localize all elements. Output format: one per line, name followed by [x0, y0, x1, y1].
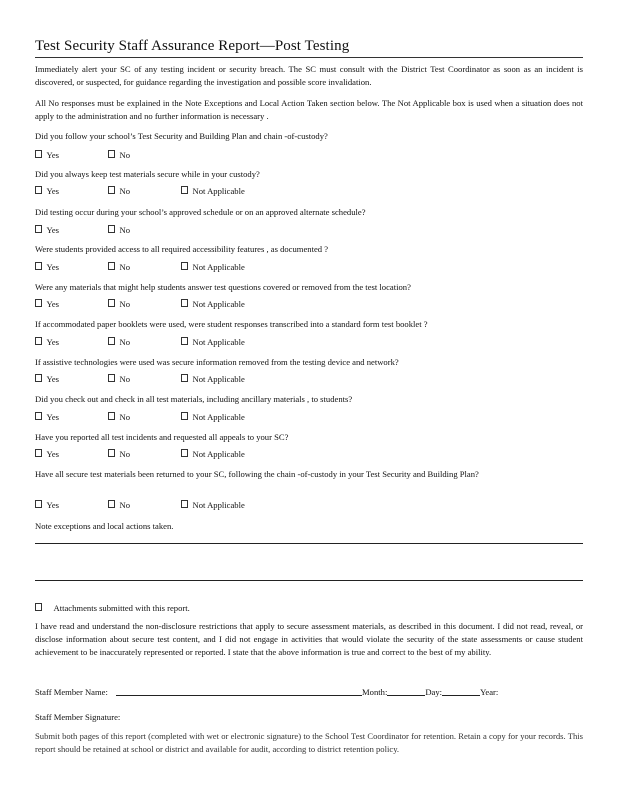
- q6-yes-option[interactable]: [35, 337, 59, 347]
- checkbox-icon[interactable]: [35, 374, 42, 382]
- q4-na-option[interactable]: [181, 262, 245, 272]
- checkbox-icon[interactable]: [35, 262, 42, 270]
- checkbox-icon[interactable]: [35, 337, 42, 345]
- q8-na-option[interactable]: [181, 412, 245, 422]
- no-responses-note: All No responses must be explained in the Note Exceptions and Local Action Taken section below. The Not Applicable box is used when a situation does not apply to the administration and no further information is necessary .: [35, 98, 583, 121]
- question-10: Have all secure test materials been returned to your SC, following the chain -of-custody in your Test Security and Building Plan?: [35, 469, 479, 479]
- q10-no-option[interactable]: [108, 500, 130, 510]
- signature-label: Staff Member Signature:: [35, 712, 121, 722]
- yes-label: Yes: [46, 449, 60, 459]
- q4-yes-option[interactable]: [35, 262, 59, 272]
- q4-no-option[interactable]: [108, 262, 130, 272]
- no-label: No: [119, 150, 131, 160]
- q3-yes-option[interactable]: [35, 225, 59, 235]
- q6-na-option[interactable]: [181, 337, 245, 347]
- checkbox-icon[interactable]: [35, 150, 42, 158]
- not-applicable-label: Not Applicable: [192, 186, 245, 196]
- checkbox-icon[interactable]: [181, 449, 188, 457]
- yes-label: Yes: [46, 299, 60, 309]
- not-applicable-label: Not Applicable: [192, 299, 245, 309]
- q8-yes-option[interactable]: [35, 412, 59, 422]
- no-label: No: [119, 374, 131, 384]
- checkbox-icon[interactable]: [181, 299, 188, 307]
- yes-label: Yes: [46, 262, 60, 272]
- no-label: No: [119, 337, 131, 347]
- checkbox-icon[interactable]: [108, 500, 115, 508]
- day-label: Day:: [425, 687, 443, 697]
- note-line-2[interactable]: [35, 580, 583, 581]
- month-label: Month:: [362, 687, 388, 697]
- checkbox-icon[interactable]: [108, 374, 115, 382]
- no-label: No: [119, 262, 131, 272]
- page-title: Test Security Staff Assurance Report—Post Testing: [35, 38, 350, 54]
- not-applicable-label: Not Applicable: [192, 449, 245, 459]
- checkbox-icon[interactable]: [108, 225, 115, 233]
- checkbox-icon[interactable]: [35, 299, 42, 307]
- question-7: If assistive technologies were used was secure information removed from the testing device and network?: [35, 357, 399, 367]
- q7-no-option[interactable]: [108, 374, 130, 384]
- checkbox-icon[interactable]: [181, 186, 188, 194]
- q9-no-option[interactable]: [108, 449, 130, 459]
- attestation-paragraph: I have read and understand the non-disclosure restrictions that apply to secure assessment materials, as described in this document. I did not read, reveal, or disclose information about secure test content, and I did not engage in activities that would violate the security of the state assessments or cause student achievement to be inaccurately represented or reported. I state that the above information is true and correct to the best of my ability.: [35, 621, 583, 657]
- note-exceptions-label: Note exceptions and local actions taken.: [35, 521, 174, 531]
- no-label: No: [119, 299, 131, 309]
- checkbox-icon[interactable]: [108, 186, 115, 194]
- checkbox-icon[interactable]: [181, 500, 188, 508]
- q2-na-option[interactable]: [181, 186, 245, 196]
- yes-label: Yes: [46, 500, 60, 510]
- q7-yes-option[interactable]: [35, 374, 59, 384]
- checkbox-icon[interactable]: [108, 150, 115, 158]
- checkbox-icon[interactable]: [181, 374, 188, 382]
- checkbox-icon[interactable]: [108, 262, 115, 270]
- checkbox-icon[interactable]: [108, 337, 115, 345]
- q3-no-option[interactable]: [108, 225, 130, 235]
- checkbox-icon[interactable]: [108, 412, 115, 420]
- checkbox-icon[interactable]: [35, 412, 42, 420]
- q10-yes-option[interactable]: [35, 500, 59, 510]
- q1-no-option[interactable]: [108, 150, 130, 160]
- no-label: No: [119, 225, 131, 235]
- yes-label: Yes: [46, 150, 60, 160]
- checkbox-icon[interactable]: [35, 186, 42, 194]
- checkbox-icon[interactable]: [108, 299, 115, 307]
- question-2: Did you always keep test materials secure while in your custody?: [35, 169, 260, 179]
- question-1: Did you follow your school’s Test Security and Building Plan and chain -of-custody?: [35, 131, 328, 141]
- question-5: Were any materials that might help students answer test questions covered or removed from the test location?: [35, 282, 411, 292]
- note-line-1[interactable]: [35, 543, 583, 544]
- not-applicable-label: Not Applicable: [192, 412, 245, 422]
- q2-yes-option[interactable]: [35, 186, 59, 196]
- not-applicable-label: Not Applicable: [192, 262, 245, 272]
- not-applicable-label: Not Applicable: [192, 374, 245, 384]
- question-8: Did you check out and check in all test materials, including ancillary materials , to students?: [35, 394, 353, 404]
- q8-no-option[interactable]: [108, 412, 130, 422]
- q10-na-option[interactable]: [181, 500, 245, 510]
- q9-na-option[interactable]: [181, 449, 245, 459]
- yes-label: Yes: [46, 225, 60, 235]
- question-6: If accommodated paper booklets were used, were student responses transcribed into a standard form test booklet ?: [35, 319, 428, 329]
- checkbox-icon[interactable]: [108, 449, 115, 457]
- yes-label: Yes: [46, 186, 60, 196]
- yes-label: Yes: [46, 337, 60, 347]
- q9-yes-option[interactable]: [35, 449, 59, 459]
- checkbox-icon[interactable]: [35, 225, 42, 233]
- no-label: No: [119, 412, 131, 422]
- q5-na-option[interactable]: [181, 299, 245, 309]
- no-label: No: [119, 500, 131, 510]
- no-label: No: [119, 449, 131, 459]
- yes-label: Yes: [46, 412, 60, 422]
- title-divider: [35, 57, 583, 58]
- no-label: No: [119, 186, 131, 196]
- attachments-row[interactable]: [35, 602, 583, 615]
- q6-no-option[interactable]: [108, 337, 130, 347]
- staff-name-field[interactable]: [116, 686, 362, 696]
- q7-na-option[interactable]: [181, 374, 245, 384]
- intro-paragraph: Immediately alert your SC of any testing incident or security breach. The SC must consult with the District Test Coordinator as soon as an incident is discovered, or suspected, for guidance regarding the investigation and possible score invalidation.: [35, 64, 583, 87]
- question-9: Have you reported all test incidents and requested all appeals to your SC?: [35, 432, 289, 442]
- year-label: Year:: [480, 687, 499, 697]
- question-4: Were students provided access to all required accessibility features , as documented ?: [35, 244, 329, 254]
- checkbox-icon[interactable]: [181, 337, 188, 345]
- checkbox-icon[interactable]: [181, 412, 188, 420]
- staff-name-row: [35, 686, 583, 699]
- not-applicable-label: Not Applicable: [192, 500, 245, 510]
- q1-yes-option[interactable]: [35, 150, 59, 160]
- checkbox-icon[interactable]: [35, 603, 42, 611]
- checkbox-icon[interactable]: [35, 449, 42, 457]
- checkbox-icon[interactable]: [181, 262, 188, 270]
- q2-no-option[interactable]: [108, 186, 130, 196]
- not-applicable-label: Not Applicable: [192, 337, 245, 347]
- q5-yes-option[interactable]: [35, 299, 59, 309]
- day-field[interactable]: [442, 686, 480, 696]
- footer-note: Submit both pages of this report (completed with wet or electronic signature) to the School Test Coordinator for retention. Retain a copy for your records. This report should be retained at school or district and available for audit, according to district retention policy.: [35, 731, 583, 754]
- checkbox-icon[interactable]: [35, 500, 42, 508]
- month-field[interactable]: [387, 686, 425, 696]
- q5-no-option[interactable]: [108, 299, 130, 309]
- staff-member-name-label: Staff Member Name:: [35, 687, 108, 697]
- yes-label: Yes: [46, 374, 60, 384]
- attachments-label: Attachments submitted with this report.: [53, 603, 190, 613]
- question-3: Did testing occur during your school’s approved schedule or on an approved alternate schedule?: [35, 207, 366, 217]
